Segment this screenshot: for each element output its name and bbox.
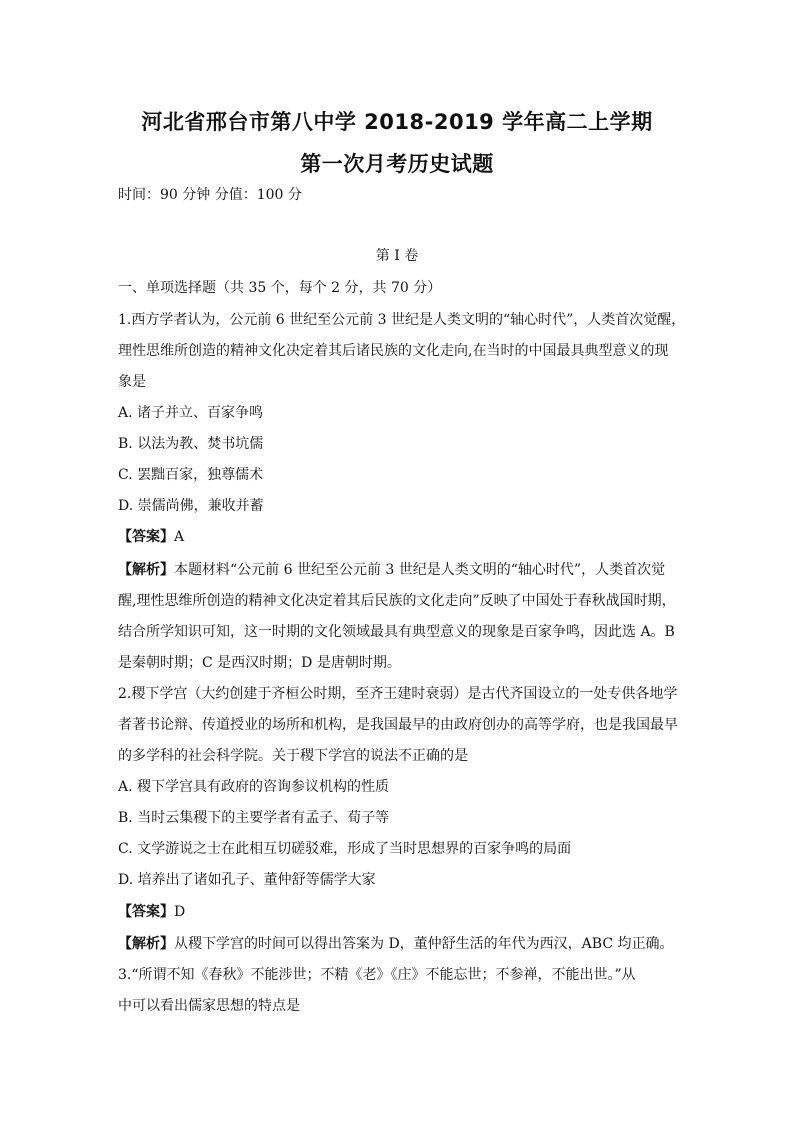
q1-analysis-line: 结合所学知识可知，这一时期的文化领域最具有典型意义的现象是百家争鸣，因此选 A。B bbox=[118, 624, 675, 640]
analysis-label: 【解析】 bbox=[118, 562, 174, 578]
q1-option-c: C. 罢黜百家，独尊儒术 bbox=[118, 467, 264, 483]
analysis-label: 【解析】 bbox=[118, 936, 174, 952]
q2-stem-line: 者著书论辩、传道授业的场所和机构，是我国最早的由政府创办的高等学府，也是我国最早 bbox=[118, 717, 678, 733]
analysis-text: 从稷下学宫的时间可以得出答案为 D，董仲舒生活的年代为西汉，ABC 均正确。 bbox=[174, 936, 674, 952]
q2-option-b: B. 当时云集稷下的主要学者有孟子、荀子等 bbox=[118, 810, 390, 826]
answer-value: A bbox=[174, 529, 185, 545]
q2-stem-line: 2.稷下学宫（大约创建于齐桓公时期，至齐王建时衰弱）是古代齐国设立的一处专供各地学 bbox=[118, 686, 678, 702]
section-heading: 一、单项选择题（共 35 个，每个 2 分，共 70 分） bbox=[118, 280, 442, 296]
exam-title-line1: 河北省邢台市第八中学 2018-2019 学年高二上学期 bbox=[141, 110, 653, 134]
q2-analysis bbox=[118, 934, 678, 954]
q1-answer bbox=[118, 527, 678, 547]
q2-stem-line: 的多学科的社会科学院。关于稷下学宫的说法不正确的是 bbox=[118, 748, 468, 764]
analysis-text: 本题材料“公元前 6 世纪至公元前 3 世纪是人类文明的“轴心时代”，人类首次觉 bbox=[174, 562, 666, 578]
q3-stem-line: 中可以看出儒家思想的特点是 bbox=[118, 998, 300, 1014]
q2-option-d: D. 培养出了诸如孔子、董仲舒等儒学大家 bbox=[118, 872, 376, 888]
q2-answer bbox=[118, 902, 678, 922]
q2-option-a: A. 稷下学宫具有政府的咨询参议机构的性质 bbox=[118, 779, 390, 795]
q1-stem-line: 理性思维所创造的精神文化决定着其后诸民族的文化走向,在当时的中国最具典型意义的现 bbox=[118, 343, 669, 359]
q1-analysis-line bbox=[118, 560, 678, 580]
answer-label: 【答案】 bbox=[118, 529, 174, 545]
answer-label: 【答案】 bbox=[118, 904, 174, 920]
exam-title-line2: 第一次月考历史试题 bbox=[300, 152, 494, 176]
q3-stem-line: 3.“所谓不知《春秋》不能涉世；不精《老》《庄》不能忘世；不参禅，不能出世。”从 bbox=[118, 967, 636, 983]
q1-stem-line: 1.西方学者认为，公元前 6 世纪至公元前 3 世纪是人类文明的“轴心时代”，人类首次觉醒， bbox=[118, 312, 686, 328]
q1-analysis-line: 醒,理性思维所创造的精神文化决定着其后民族的文化走向”反映了中国处于春秋战国时期， bbox=[118, 593, 676, 609]
q1-option-b: B. 以法为教、焚书坑儒 bbox=[118, 436, 264, 452]
volume-heading: 第 I 卷 bbox=[375, 248, 419, 264]
answer-value: D bbox=[174, 904, 186, 920]
q1-option-a: A. 诸子并立、百家争鸣 bbox=[118, 405, 264, 421]
q1-stem-line: 象是 bbox=[118, 374, 146, 390]
q2-option-c: C. 文学游说之士在此相互切磋驳难，形成了当时思想界的百家争鸣的局面 bbox=[118, 841, 572, 857]
q1-analysis-line: 是秦朝时期；C 是西汉时期；D 是唐朝时期。 bbox=[118, 655, 401, 671]
q1-option-d: D. 崇儒尚佛，兼收并蓄 bbox=[118, 498, 264, 514]
exam-time-score: 时间：90 分钟 分值：100 分 bbox=[118, 187, 302, 203]
